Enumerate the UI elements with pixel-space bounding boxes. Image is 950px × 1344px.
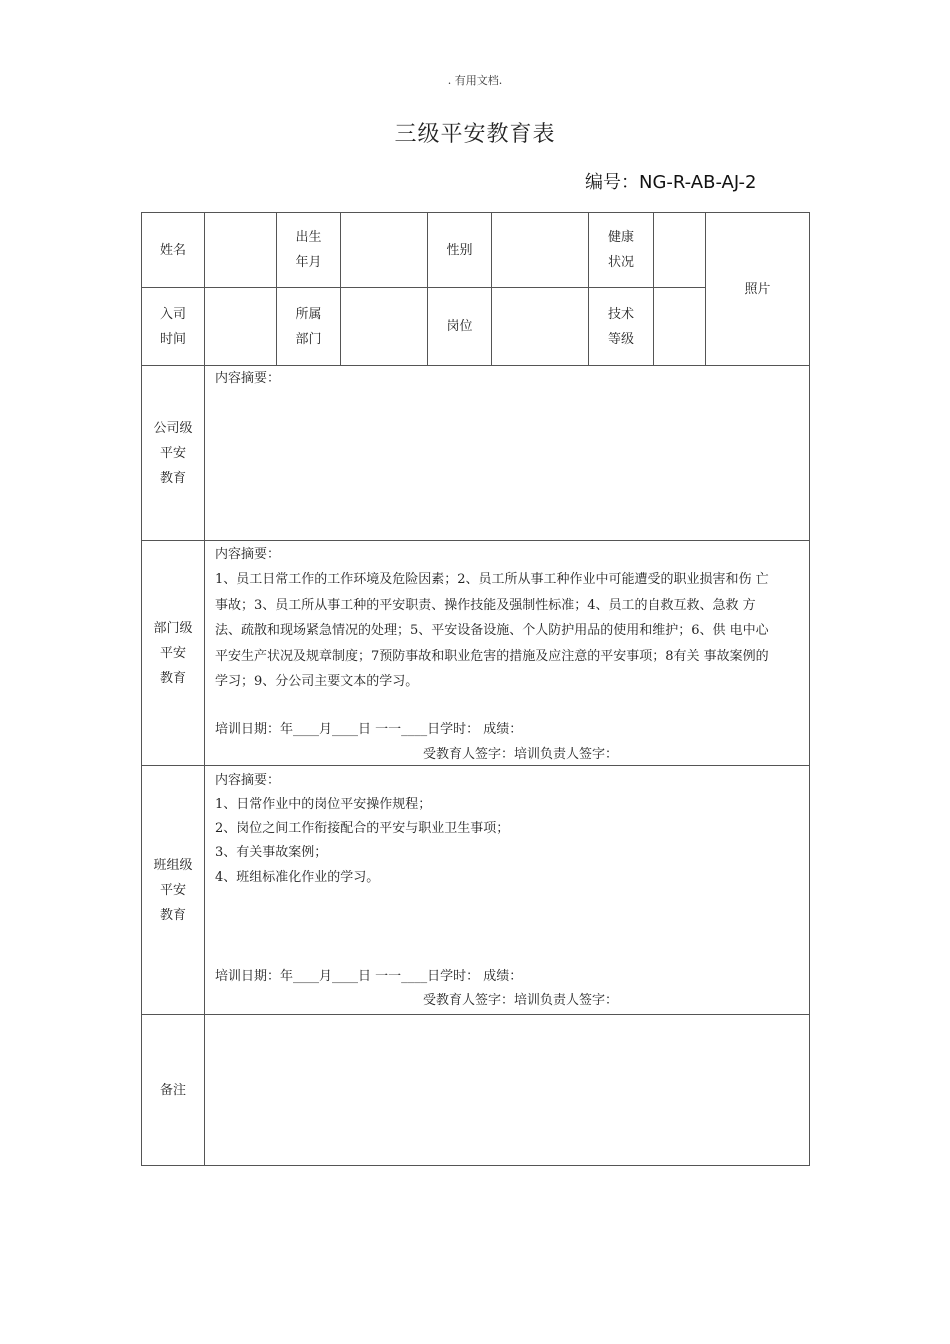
team-label-line2: 平安	[159, 882, 186, 898]
gender-label-cell	[427, 212, 492, 288]
department-training-line: 培训日期：年____月____日 一一____日学时： 成绩：	[215, 722, 523, 737]
department-content-line: 学习；9、分公司主要文本的学习。	[215, 674, 419, 689]
post-label: 岗位	[446, 319, 473, 334]
dept-label-line2: 部门	[295, 331, 322, 347]
company-label-line2: 平安	[159, 445, 186, 461]
entry-label-cell	[141, 287, 205, 366]
department-content-line: 1、员工日常工作的工作环境及危险因素；2、员工所从事工种作业中可能遭受的职业损害和伤 亡	[215, 572, 769, 587]
name-label-cell	[141, 212, 205, 288]
team-label-line3: 教育	[159, 907, 186, 923]
header-note: . 有用文档.	[447, 74, 503, 87]
department-signature-line: 受教育人签字：培训负责人签字：	[423, 747, 619, 762]
form-code-value: NG-R-AB-AJ-2	[639, 172, 757, 193]
company-summary-label: 内容摘要：	[215, 371, 281, 386]
company-label-line1: 公司级	[153, 420, 193, 436]
team-label-line1: 班组级	[153, 857, 193, 873]
team-training-line: 培训日期：年____月____日 一一____日学时： 成绩：	[215, 969, 523, 984]
tech-label-cell	[588, 287, 654, 366]
department-content-line: 法、疏散和现场紧急情况的处理；5、平安设备设施、个人防护用品的使用和维护；6、供 电中心	[215, 623, 769, 638]
birth-field[interactable]	[340, 212, 428, 288]
name-field[interactable]	[204, 212, 277, 288]
remarks-field[interactable]	[204, 1014, 810, 1166]
health-label-line1: 健康	[607, 230, 634, 245]
company-level-content[interactable]	[204, 365, 810, 541]
department-label-line1: 部门级	[153, 620, 193, 636]
birth-label-cell	[276, 212, 341, 288]
form-code	[585, 168, 756, 194]
department-level-label-cell	[141, 540, 205, 766]
health-field[interactable]	[653, 212, 706, 288]
birth-label-line1: 出生	[295, 230, 322, 245]
tech-label-line2: 等级	[607, 331, 634, 347]
name-label: 姓名	[159, 242, 186, 258]
dept-label-line1: 所属	[295, 306, 322, 322]
photo-cell[interactable]	[705, 212, 810, 366]
department-summary-label: 内容摘要：	[215, 547, 281, 562]
entry-label-line2: 时间	[159, 331, 186, 347]
department-content-line: 事故；3、员工所从事工种的平安职责、操作技能及强制性标准；4、员工的自救互救、急救 方	[215, 598, 756, 613]
dept-label-cell	[276, 287, 341, 366]
health-label-cell	[588, 212, 654, 288]
post-field[interactable]	[491, 287, 589, 366]
team-summary-label: 内容摘要：	[215, 773, 281, 788]
department-content-line: 平安生产状况及规章制度；7预防事故和职业危害的措施及应注意的平安事项；8有关 事故案例的	[215, 649, 769, 664]
remarks-label: 备注	[159, 1082, 186, 1098]
remarks-label-cell	[141, 1014, 205, 1166]
health-label-line2: 状况	[607, 255, 634, 270]
department-label-line2: 平安	[159, 645, 186, 661]
page-title: 三级平安教育表	[394, 122, 556, 147]
tech-field[interactable]	[653, 287, 706, 366]
team-content-line: 1、日常作业中的岗位平安操作规程；	[215, 797, 432, 812]
team-signature-line: 受教育人签字：培训负责人签字：	[423, 993, 619, 1008]
dept-field[interactable]	[340, 287, 428, 366]
photo-label: 照片	[744, 281, 771, 297]
department-label-line3: 教育	[159, 670, 186, 686]
team-content-line: 2、岗位之间工作衔接配合的平安与职业卫生事项；	[215, 821, 510, 836]
gender-field[interactable]	[491, 212, 589, 288]
gender-label: 性别	[446, 242, 473, 258]
birth-label-line2: 年月	[295, 255, 322, 270]
entry-label-line1: 入司	[159, 306, 186, 322]
team-content-line: 3、有关事故案例；	[215, 845, 328, 860]
team-level-label-cell	[141, 765, 205, 1015]
tech-label-line1: 技术	[607, 306, 634, 322]
form-code-label: 编号：	[585, 172, 639, 193]
post-label-cell	[427, 287, 492, 366]
entry-field[interactable]	[204, 287, 277, 366]
company-level-label-cell	[141, 365, 205, 541]
team-content-line: 4、班组标准化作业的学习。	[215, 870, 380, 885]
company-label-line3: 教育	[159, 470, 186, 486]
